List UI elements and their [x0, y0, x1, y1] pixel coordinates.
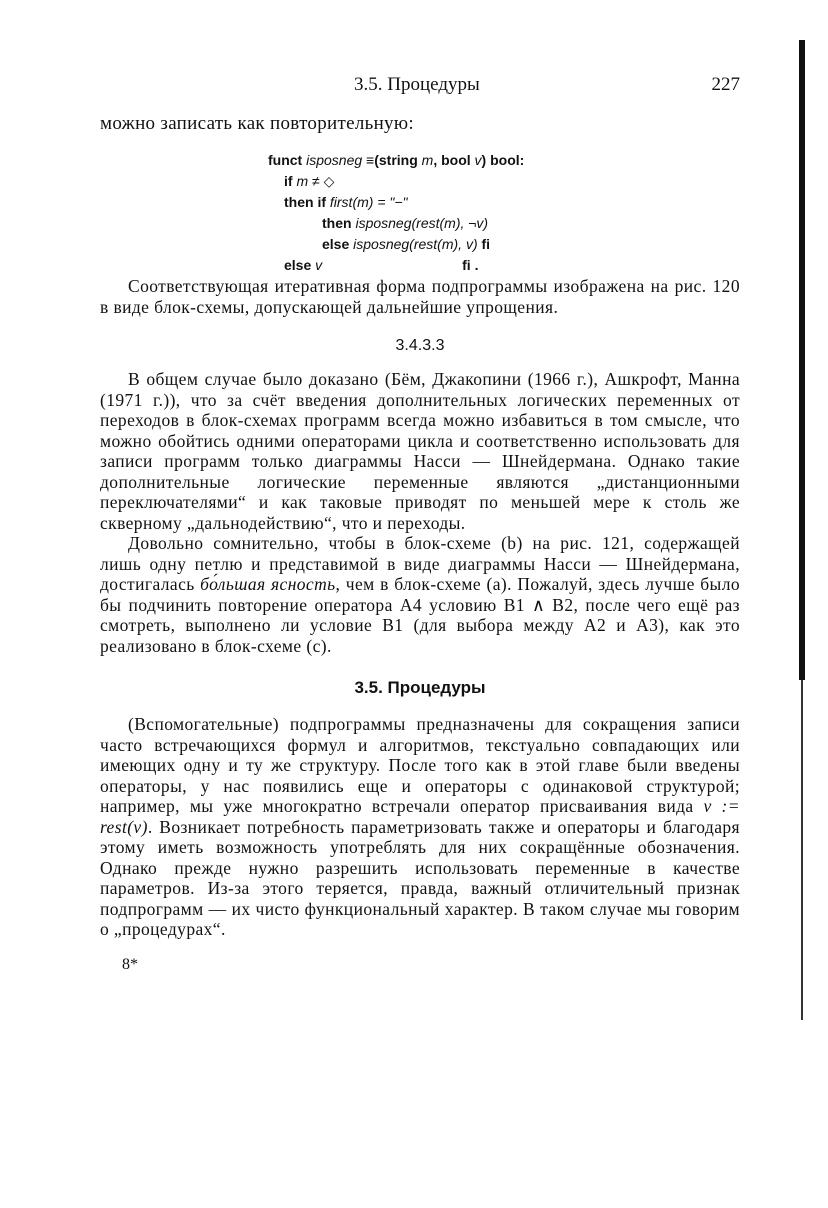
code-line-5	[268, 234, 740, 255]
code-block	[268, 150, 740, 276]
running-head	[100, 68, 740, 102]
emphasis-clarity: бо́льшая ясность	[200, 574, 336, 594]
scan-edge-bar	[799, 40, 805, 680]
scan-edge-bar-lower	[801, 680, 803, 1020]
code-sig-c: ) bool:	[481, 152, 525, 168]
kw-then: then	[322, 215, 352, 231]
code-line-3	[268, 192, 740, 213]
page-number: 227	[711, 74, 740, 95]
signature-mark: 8*	[122, 955, 138, 973]
code-sig-b: , bool	[433, 152, 475, 168]
param-m: m	[421, 152, 434, 168]
subsection-number: 3.4.3.3	[395, 337, 445, 354]
kw-if: if	[284, 173, 293, 189]
code-line-4	[268, 213, 740, 234]
kw-fi: fi	[477, 236, 491, 252]
paragraph-2: В общем случае было доказано (Бём, Джакопини (1966 г.), Ашкрофт, Манна (1971 г.)), что за счёт введения дополнительных логических переменных от переходов в блок-схемах программ всегда можно избавиться в том смысле, что можно обойтись одними операторами цикла и соответственно использовать для записи программ только диаграммы Насси — Шнейдермана. Однако такие дополнительные логические переменные являются „дистанционными переключателями“ и как таковые приводят по меньшей мере к столь же скверному „дальнодействию“, что и переходы.	[100, 369, 740, 533]
book-page	[100, 68, 740, 974]
cond-1: m ≠ ◇	[292, 173, 335, 189]
paragraph-1: Соответствующая итеративная форма подпрограммы изображена на рис. 120 в виде блок-схемы, допускающей дальнейшие упрощения.	[100, 276, 740, 317]
expr-2: isposneg(rest(m), v)	[349, 236, 478, 252]
code-line-2	[268, 171, 740, 192]
code-line-6	[268, 255, 740, 276]
lead-sentence: можно записать как повторительную:	[100, 113, 414, 134]
kw-else-outer: else	[284, 257, 312, 273]
code-sig-a: ≡(string	[362, 152, 422, 168]
kw-then-if: then if	[284, 194, 326, 210]
kw-else: else	[322, 236, 350, 252]
running-head-title: 3.5. Процедуры	[354, 74, 480, 95]
cond-2: first(m) = "−"	[326, 194, 408, 210]
fi-outer: fi .	[462, 257, 479, 273]
expr-3: v	[311, 257, 323, 273]
fn-name: isposneg	[306, 152, 363, 168]
kw-funct: funct	[268, 152, 303, 168]
paragraph-3: Довольно сомнительно, чтобы в блок-схеме (b) на рис. 121, содержащей лишь одну петлю и представимой в виде диаграммы Насси — Шнейдермана, достигалась бо́льшая ясность, чем в блок-схеме (a). Пожалуй, здесь лучше было бы подчинить повторение оператора A4 условию B1 ∧ B2, после чего ещё раз смотреть, выполнено ли условие B1 (для выбора между A2 и A3), как это реализовано в блок-схеме (c).	[100, 533, 740, 656]
section-heading: 3.5. Процедуры	[354, 678, 486, 697]
code-line-1	[268, 150, 740, 171]
inline-formula: v := rest(v)	[100, 796, 740, 837]
paragraph-4: (Вспомогательные) подпрограммы предназначены для сокращения записи часто встречающихся формул и алгоритмов, текстуально совпадающих или имеющих одну и ту же структуру. После того как в этой главе были введены операторы, у нас появились еще и операторы с одинаковой структурой; например, мы уже многократно встречали оператор присваивания вида v := rest(v). Возникает потребность параметризовать также и операторы и благодаря этому иметь возможность употреблять для них сокращённые обозначения. Однако прежде нужно разрешить использовать переменные в качестве параметров. Из-за этого теряется, правда, важный отличительный признак подпрограмм — их чисто функциональный характер. В таком случае мы говорим о „процедурах“.	[100, 714, 740, 939]
expr-1: isposneg(rest(m), ¬v)	[351, 215, 489, 231]
param-v: v	[474, 152, 482, 168]
